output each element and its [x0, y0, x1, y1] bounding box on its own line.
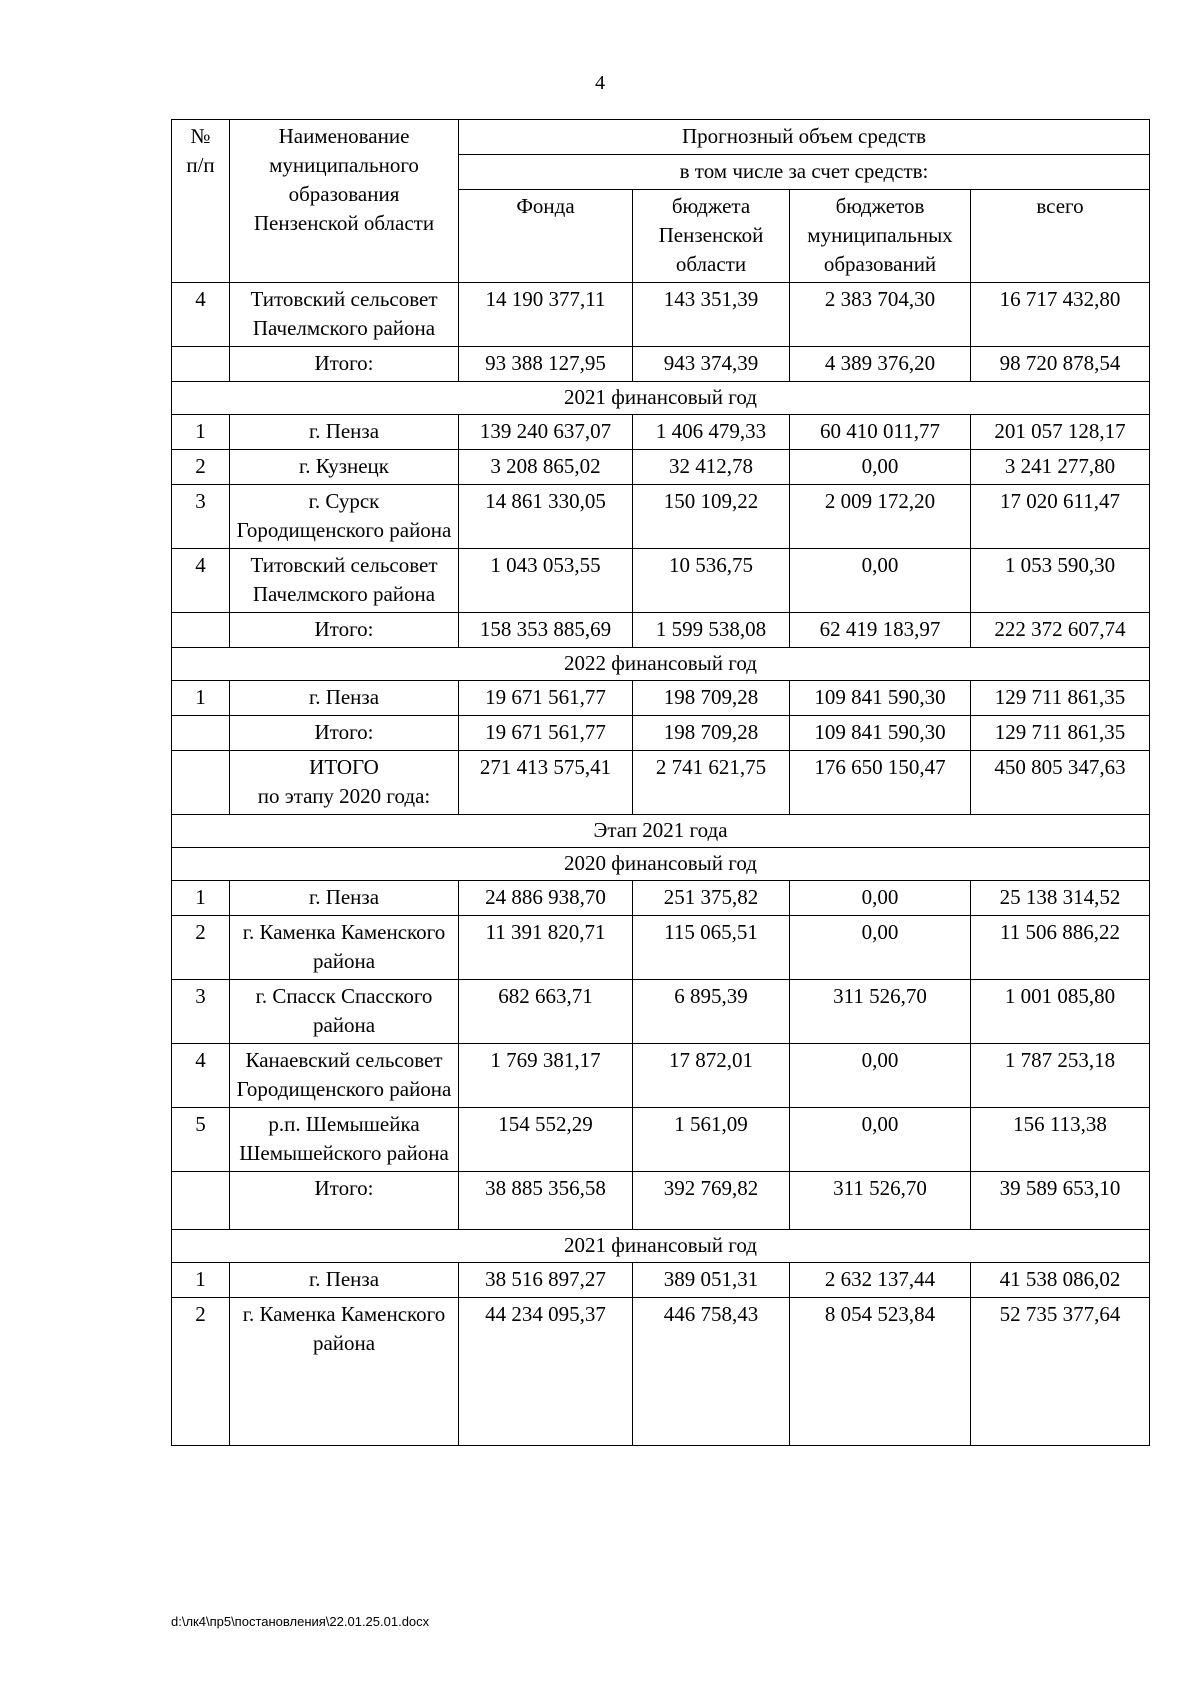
- cell-num: [172, 716, 230, 751]
- cell-total: 1 053 590,30: [971, 549, 1150, 613]
- cell-regional: 143 351,39: [633, 283, 790, 347]
- section-row: [172, 648, 1150, 681]
- cell-municipal: 0,00: [790, 881, 971, 916]
- cell-fund: 271 413 575,41: [459, 751, 633, 815]
- cell-municipal: 2 632 137,44: [790, 1263, 971, 1298]
- cell-total: 52 735 377,64: [971, 1298, 1150, 1446]
- table-row: [172, 1172, 1150, 1230]
- cell-regional: 392 769,82: [633, 1172, 790, 1230]
- table-row: [172, 980, 1150, 1044]
- cell-total: 1 001 085,80: [971, 980, 1150, 1044]
- cell-fund: 24 886 938,70: [459, 881, 633, 916]
- cell-name: г. Кузнецк: [230, 450, 459, 485]
- cell-fund: 14 861 330,05: [459, 485, 633, 549]
- cell-fund: 1 043 053,55: [459, 549, 633, 613]
- table-row: [172, 751, 1150, 815]
- cell-name: г. Пенза: [230, 881, 459, 916]
- cell-name: г. Каменка Каменского района: [230, 1298, 459, 1446]
- table-row: [172, 716, 1150, 751]
- table-row: [172, 283, 1150, 347]
- cell-regional: 1 406 479,33: [633, 415, 790, 450]
- section-row: [172, 1230, 1150, 1263]
- cell-num: 2: [172, 916, 230, 980]
- cell-fund: 19 671 561,77: [459, 716, 633, 751]
- section-label: Этап 2021 года: [172, 815, 1150, 848]
- table-row: [172, 549, 1150, 613]
- table-row: [172, 681, 1150, 716]
- cell-regional: 115 065,51: [633, 916, 790, 980]
- cell-total: 201 057 128,17: [971, 415, 1150, 450]
- cell-name: Итого:: [230, 613, 459, 648]
- header-row: [172, 120, 1150, 155]
- cell-fund: 93 388 127,95: [459, 347, 633, 382]
- cell-name: г. Спасск Спасского района: [230, 980, 459, 1044]
- section-label: 2021 финансовый год: [172, 1230, 1150, 1263]
- cell-municipal: 2 009 172,20: [790, 485, 971, 549]
- cell-regional: 2 741 621,75: [633, 751, 790, 815]
- cell-regional: 446 758,43: [633, 1298, 790, 1446]
- cell-name: Итого:: [230, 716, 459, 751]
- table-row: [172, 613, 1150, 648]
- cell-name: г. Каменка Каменского района: [230, 916, 459, 980]
- cell-num: 1: [172, 881, 230, 916]
- cell-regional: 150 109,22: [633, 485, 790, 549]
- table-row: [172, 1108, 1150, 1172]
- cell-num: 4: [172, 283, 230, 347]
- cell-num: [172, 613, 230, 648]
- cell-name: г. Пенза: [230, 1263, 459, 1298]
- header-name: Наименование муниципального образования Пензенской области: [230, 120, 459, 283]
- cell-total: 129 711 861,35: [971, 716, 1150, 751]
- cell-name: Итого:: [230, 347, 459, 382]
- section-label: 2020 финансовый год: [172, 848, 1150, 881]
- cell-regional: 198 709,28: [633, 716, 790, 751]
- cell-total: 1 787 253,18: [971, 1044, 1150, 1108]
- cell-name: г. Пенза: [230, 415, 459, 450]
- header-forecast: Прогнозный объем средств: [459, 120, 1150, 155]
- cell-total: 16 717 432,80: [971, 283, 1150, 347]
- cell-municipal: 0,00: [790, 549, 971, 613]
- cell-num: 4: [172, 1044, 230, 1108]
- cell-num: 1: [172, 415, 230, 450]
- cell-municipal: 0,00: [790, 916, 971, 980]
- cell-name: Итого:: [230, 1172, 459, 1230]
- cell-total: 98 720 878,54: [971, 347, 1150, 382]
- cell-fund: 3 208 865,02: [459, 450, 633, 485]
- cell-regional: 1 599 538,08: [633, 613, 790, 648]
- header-total: всего: [971, 190, 1150, 283]
- cell-municipal: 311 526,70: [790, 1172, 971, 1230]
- cell-num: 4: [172, 549, 230, 613]
- cell-fund: 19 671 561,77: [459, 681, 633, 716]
- cell-name: г. Пенза: [230, 681, 459, 716]
- cell-total: 41 538 086,02: [971, 1263, 1150, 1298]
- header-num: № п/п: [172, 120, 230, 283]
- section-row: [172, 848, 1150, 881]
- table-row: [172, 1263, 1150, 1298]
- cell-num: [172, 751, 230, 815]
- cell-municipal: 109 841 590,30: [790, 716, 971, 751]
- section-row: [172, 382, 1150, 415]
- cell-municipal: 60 410 011,77: [790, 415, 971, 450]
- cell-num: [172, 347, 230, 382]
- cell-regional: 6 895,39: [633, 980, 790, 1044]
- cell-fund: 158 353 885,69: [459, 613, 633, 648]
- cell-fund: 14 190 377,11: [459, 283, 633, 347]
- cell-regional: 17 872,01: [633, 1044, 790, 1108]
- budget-table: [171, 119, 1150, 1446]
- cell-regional: 198 709,28: [633, 681, 790, 716]
- cell-num: [172, 1172, 230, 1230]
- cell-total: 3 241 277,80: [971, 450, 1150, 485]
- table-row: [172, 1298, 1150, 1446]
- cell-name: ИТОГО по этапу 2020 года:: [230, 751, 459, 815]
- page-number: 4: [595, 72, 605, 94]
- cell-fund: 1 769 381,17: [459, 1044, 633, 1108]
- file-path-footer: d:\лк4\пр5\постановления\22.01.25.01.docx: [171, 1614, 430, 1629]
- cell-num: 2: [172, 1298, 230, 1446]
- cell-name: Канаевский сельсовет Городищенского района: [230, 1044, 459, 1108]
- section-label: 2021 финансовый год: [172, 382, 1150, 415]
- cell-fund: 38 885 356,58: [459, 1172, 633, 1230]
- cell-fund: 682 663,71: [459, 980, 633, 1044]
- table-row: [172, 881, 1150, 916]
- cell-municipal: 176 650 150,47: [790, 751, 971, 815]
- section-label: 2022 финансовый год: [172, 648, 1150, 681]
- cell-municipal: 109 841 590,30: [790, 681, 971, 716]
- header-including: в том числе за счет средств:: [459, 155, 1150, 190]
- cell-fund: 38 516 897,27: [459, 1263, 633, 1298]
- cell-num: 1: [172, 681, 230, 716]
- cell-fund: 44 234 095,37: [459, 1298, 633, 1446]
- header-municipal: бюджетов муниципальных образований: [790, 190, 971, 283]
- cell-name: Титовский сельсовет Пачелмского района: [230, 283, 459, 347]
- cell-total: 17 020 611,47: [971, 485, 1150, 549]
- cell-total: 222 372 607,74: [971, 613, 1150, 648]
- table-row: [172, 347, 1150, 382]
- cell-total: 156 113,38: [971, 1108, 1150, 1172]
- cell-total: 39 589 653,10: [971, 1172, 1150, 1230]
- cell-municipal: 62 419 183,97: [790, 613, 971, 648]
- cell-num: 5: [172, 1108, 230, 1172]
- header-fund: Фонда: [459, 190, 633, 283]
- cell-regional: 251 375,82: [633, 881, 790, 916]
- cell-municipal: 2 383 704,30: [790, 283, 971, 347]
- cell-municipal: 311 526,70: [790, 980, 971, 1044]
- table-row: [172, 450, 1150, 485]
- cell-fund: 139 240 637,07: [459, 415, 633, 450]
- section-row: [172, 815, 1150, 848]
- cell-total: 450 805 347,63: [971, 751, 1150, 815]
- table-row: [172, 916, 1150, 980]
- cell-name: Титовский сельсовет Пачелмского района: [230, 549, 459, 613]
- cell-regional: 32 412,78: [633, 450, 790, 485]
- cell-fund: 154 552,29: [459, 1108, 633, 1172]
- cell-municipal: 0,00: [790, 1044, 971, 1108]
- cell-num: 2: [172, 450, 230, 485]
- cell-num: 1: [172, 1263, 230, 1298]
- table-row: [172, 1044, 1150, 1108]
- cell-num: 3: [172, 980, 230, 1044]
- cell-regional: 10 536,75: [633, 549, 790, 613]
- cell-name: р.п. Шемышейка Шемышейского района: [230, 1108, 459, 1172]
- cell-regional: 1 561,09: [633, 1108, 790, 1172]
- cell-num: 3: [172, 485, 230, 549]
- cell-name: г. Сурск Городищенского района: [230, 485, 459, 549]
- header-regional: бюджета Пензенской области: [633, 190, 790, 283]
- cell-municipal: 8 054 523,84: [790, 1298, 971, 1446]
- cell-municipal: 0,00: [790, 450, 971, 485]
- table-row: [172, 415, 1150, 450]
- cell-municipal: 0,00: [790, 1108, 971, 1172]
- cell-total: 11 506 886,22: [971, 916, 1150, 980]
- cell-fund: 11 391 820,71: [459, 916, 633, 980]
- cell-total: 129 711 861,35: [971, 681, 1150, 716]
- table-row: [172, 485, 1150, 549]
- cell-total: 25 138 314,52: [971, 881, 1150, 916]
- cell-regional: 389 051,31: [633, 1263, 790, 1298]
- cell-municipal: 4 389 376,20: [790, 347, 971, 382]
- cell-regional: 943 374,39: [633, 347, 790, 382]
